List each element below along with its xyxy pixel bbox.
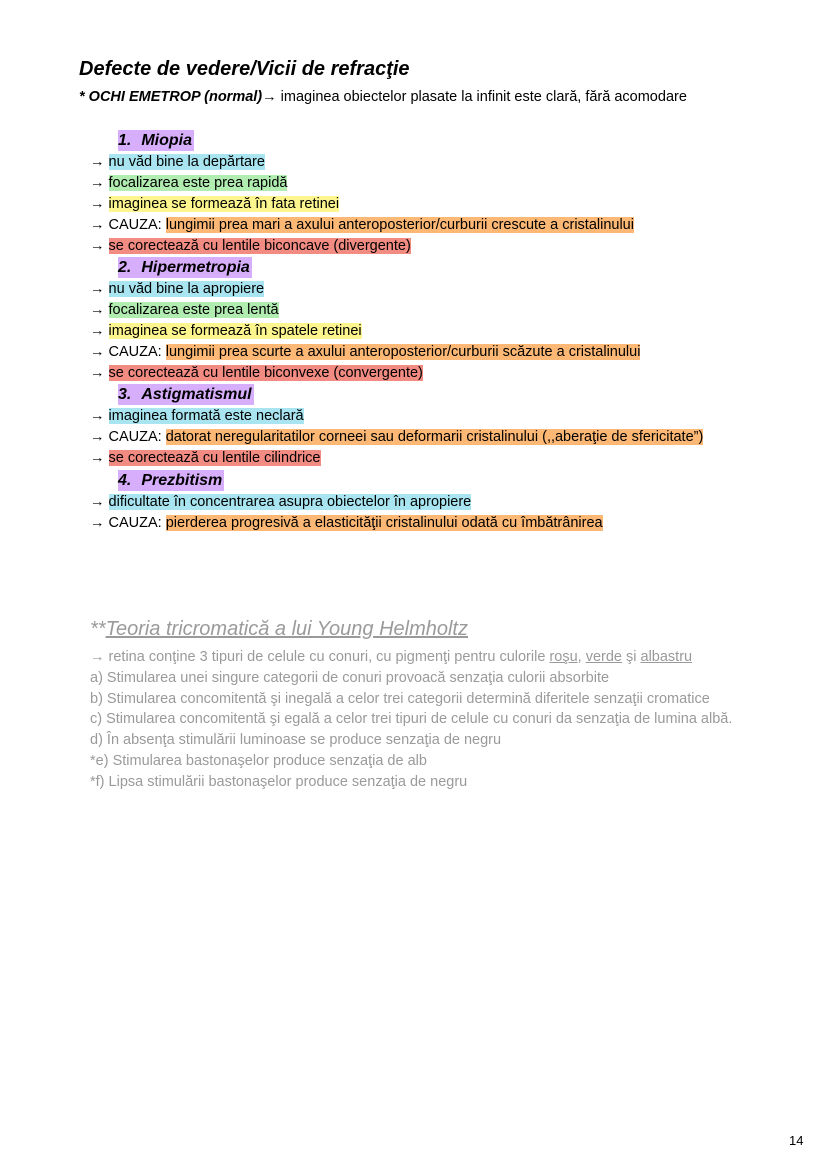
arrow-icon: → — [90, 450, 109, 466]
item-text: imaginea se formează în fata retinei — [108, 196, 340, 212]
emetrop-arrow: → — [262, 89, 277, 105]
cause-label: CAUZA: — [108, 344, 166, 360]
page-number: 14 — [789, 1133, 804, 1148]
list-item — [90, 513, 603, 534]
list-item — [90, 406, 304, 427]
arrow-icon: → — [90, 494, 109, 510]
arrow-icon: → — [90, 217, 109, 233]
list-item — [90, 236, 411, 257]
list-item — [90, 363, 423, 384]
item-text: se corectează cu lentile biconvexe (convergente) — [108, 365, 423, 381]
theory-intro — [90, 647, 692, 668]
theory-item: a) Stimularea unei singure categorii de conuri provoacă senzaţia culorii absorbite — [90, 670, 610, 686]
section-title: Astigmatismul — [141, 386, 252, 403]
emetrop-label: * OCHI EMETROP (normal) — [79, 89, 263, 105]
theory-title-text: Teoria tricromatică a lui Young Helmholtz — [105, 618, 468, 640]
section-number: 1. — [118, 132, 132, 149]
arrow-icon: → — [90, 154, 109, 170]
arrow-icon: → — [90, 649, 105, 665]
list-item — [90, 448, 321, 469]
item-text: lungimii prea mari a axului anteroposterior/curburii crescute a cristalinului — [165, 217, 634, 233]
section-heading-prezbitism — [118, 470, 224, 491]
list-item — [90, 152, 265, 173]
theory-stars: ** — [90, 618, 106, 640]
cause-label: CAUZA: — [108, 515, 166, 531]
theory-title — [90, 618, 468, 641]
item-text: se corectează cu lentile biconcave (divergente) — [108, 238, 411, 254]
arrow-icon: → — [90, 302, 109, 318]
item-text: pierderea progresivă a elasticităţii cristalinului odată cu îmbătrânirea — [165, 515, 603, 531]
arrow-icon: → — [90, 429, 109, 445]
theory-item: *e) Stimularea bastonaşelor produce senzaţia de alb — [90, 753, 427, 769]
section-number: 3. — [118, 386, 132, 403]
list-item — [90, 300, 279, 321]
arrow-icon: → — [90, 515, 109, 531]
item-text: imaginea formată este neclară — [108, 408, 304, 424]
arrow-icon: → — [90, 175, 109, 191]
section-heading-hipermetropia — [118, 257, 252, 278]
theory-intro-text: retina conţine 3 tipuri de celule cu conuri, cu pigmenţi pentru culorile — [104, 649, 550, 665]
section-number: 4. — [118, 472, 132, 489]
item-text: se corectează cu lentile cilindrice — [108, 450, 321, 466]
item-text: focalizarea este prea rapidă — [108, 175, 288, 191]
section-heading-miopia — [118, 130, 194, 151]
list-item — [90, 173, 287, 194]
list-item — [90, 321, 362, 342]
list-item — [90, 492, 471, 513]
item-text: focalizarea este prea lentă — [108, 302, 279, 318]
color-green-link: verde — [585, 649, 622, 665]
arrow-icon: → — [90, 323, 109, 339]
arrow-icon: → — [90, 408, 109, 424]
section-title: Miopia — [141, 132, 193, 149]
color-blue-link: albastru — [640, 649, 693, 665]
theory-item: *f) Lipsa stimulării bastonaşelor produce senzaţia de negru — [90, 774, 468, 790]
arrow-icon: → — [90, 365, 109, 381]
arrow-icon: → — [90, 281, 109, 297]
list-item — [90, 215, 634, 236]
list-item — [90, 427, 703, 448]
list-item — [90, 342, 640, 363]
arrow-icon: → — [90, 196, 109, 212]
cause-label: CAUZA: — [108, 429, 166, 445]
arrow-icon: → — [90, 238, 109, 254]
arrow-icon: → — [90, 344, 109, 360]
section-number: 2. — [118, 259, 132, 276]
item-text: imaginea se formează în spatele retinei — [108, 323, 362, 339]
theory-item: b) Stimularea concomitentă şi inegală a celor trei categorii determină diferitele senzaţii cromatice — [90, 691, 710, 707]
emetrop-line — [79, 89, 687, 105]
item-text: datorat neregularitatilor corneei sau deformarii cristalinului (,,aberaţie de sfericitate”) — [165, 429, 704, 445]
separator: , — [577, 649, 586, 665]
item-text: nu văd bine la depărtare — [108, 154, 265, 170]
theory-item: c) Stimularea concomitentă şi egală a celor trei tipuri de celule cu conuri da senzaţia de lumina albă. — [90, 711, 733, 727]
list-item — [90, 279, 264, 300]
page-title: Defecte de vedere/Vicii de refracţie — [79, 58, 410, 80]
item-text: lungimii prea scurte a axului anteroposterior/curburii scăzute a cristalinului — [165, 344, 641, 360]
item-text: dificultate în concentrarea asupra obiectelor în apropiere — [108, 494, 472, 510]
emetrop-text: imaginea obiectelor plasate la infinit este clară, fără acomodare — [276, 89, 687, 105]
list-item — [90, 194, 339, 215]
theory-item: d) În absenţa stimulării luminoase se produce senzaţia de negru — [90, 732, 502, 748]
section-title: Hipermetropia — [141, 259, 250, 276]
section-heading-astigmatismul — [118, 384, 254, 405]
item-text: nu văd bine la apropiere — [108, 281, 265, 297]
cause-label: CAUZA: — [108, 217, 166, 233]
color-red-link: roşu — [549, 649, 578, 665]
separator: şi — [621, 649, 641, 665]
section-title: Prezbitism — [141, 472, 223, 489]
